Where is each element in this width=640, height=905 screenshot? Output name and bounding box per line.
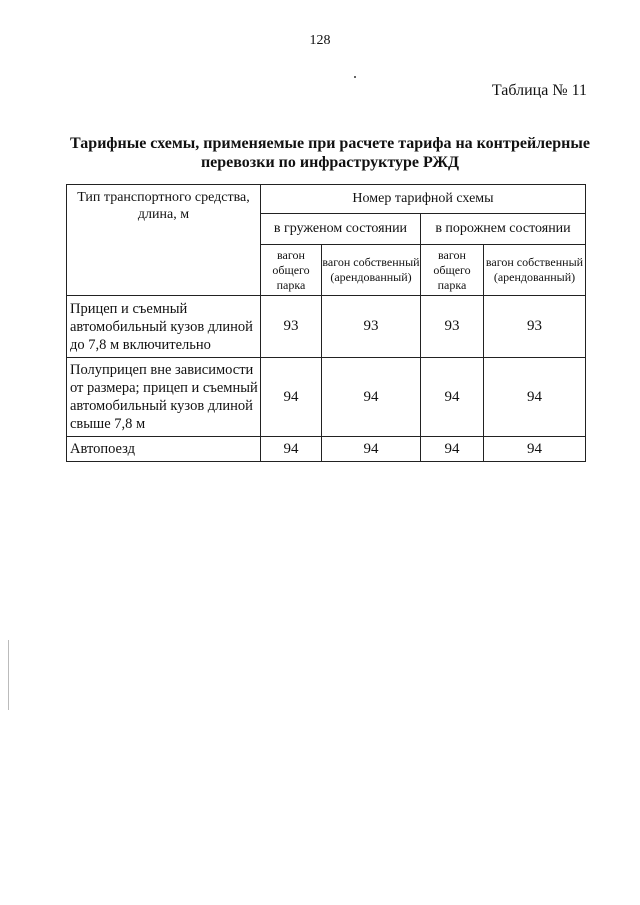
header-row-1 — [67, 185, 586, 214]
row-label: Автопоезд — [67, 437, 261, 462]
table-cell: 93 — [484, 296, 586, 358]
table-cell: 94 — [322, 437, 421, 462]
row-label: Полуприцеп вне зависимости от размера; прицеп и съемный автомобильный кузов длиной свыше 7,8 м — [67, 358, 261, 437]
table-cell: 94 — [322, 358, 421, 437]
table-cell: 93 — [261, 296, 322, 358]
table-cell: 93 — [421, 296, 484, 358]
header-tariff-scheme: Номер тарифной схемы — [261, 185, 586, 214]
table-cell: 94 — [484, 437, 586, 462]
header-loaded-state: в груженом состоянии — [261, 214, 421, 245]
row-label: Прицеп и съемный автомобильный кузов длиной до 7,8 м включительно — [67, 296, 261, 358]
document-title: Тарифные схемы, применяемые при расчете тарифа на контрейлерные перевозки по инфраструктуре РЖД — [70, 135, 590, 171]
table-cell: 94 — [421, 437, 484, 462]
table-label: Таблица № 11 — [491, 82, 587, 99]
scan-speck — [354, 76, 356, 78]
table-row — [67, 437, 586, 462]
table-cell: 94 — [261, 358, 322, 437]
header-loaded-general-fleet: вагон общего парка — [261, 245, 322, 296]
table-cell: 93 — [322, 296, 421, 358]
table-cell: 94 — [484, 358, 586, 437]
header-empty-general-fleet: вагон общего парка — [421, 245, 484, 296]
tariff-table — [66, 184, 586, 462]
header-vehicle-type: Тип транспортного средства, длина, м — [67, 185, 261, 296]
header-empty-own-leased: вагон собственный (арендованный) — [484, 245, 586, 296]
table-cell: 94 — [421, 358, 484, 437]
table-row — [67, 358, 586, 437]
header-empty-state: в порожнем состоянии — [421, 214, 586, 245]
header-loaded-own-leased: вагон собственный (арендованный) — [322, 245, 421, 296]
table-cell: 94 — [261, 437, 322, 462]
scan-edge-mark — [8, 640, 9, 710]
table-row — [67, 296, 586, 358]
page-number: 128 — [309, 33, 331, 48]
